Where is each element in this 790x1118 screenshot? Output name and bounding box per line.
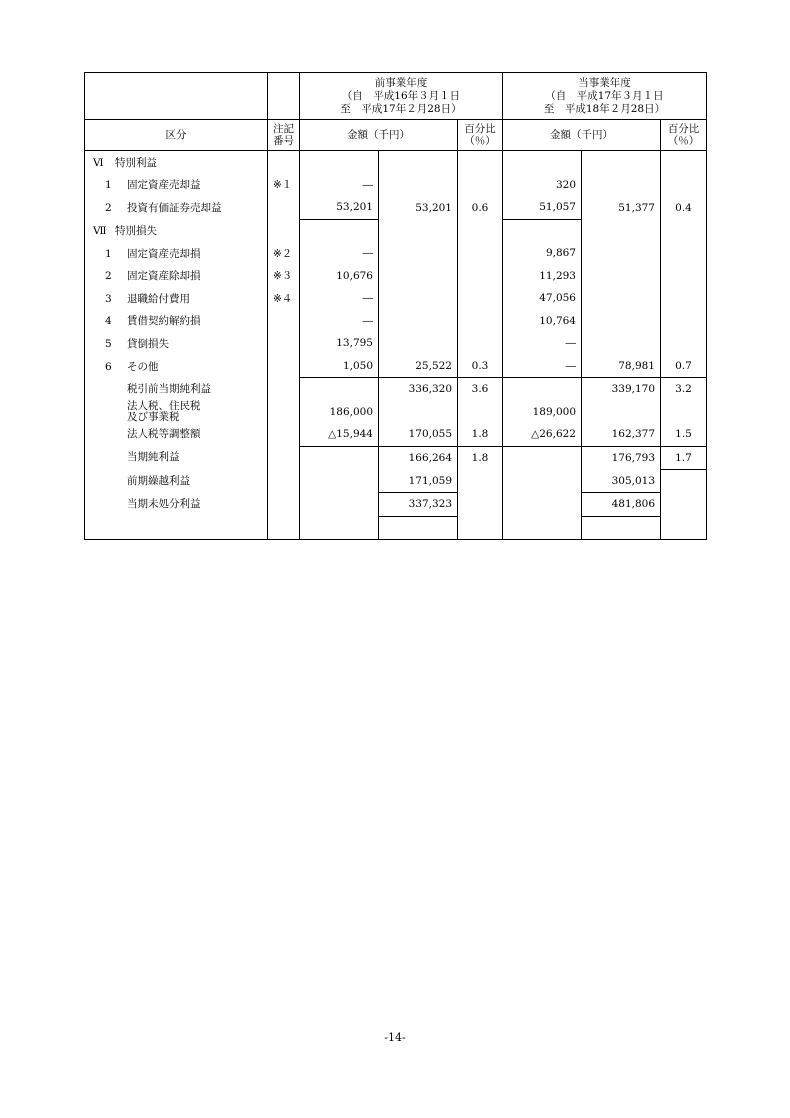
note-cell: ※２ [268,242,300,265]
prev-subtotal-cell [379,287,458,310]
curr-amount-cell: 189,000 [503,401,582,424]
prev-subtotal-cell [379,401,458,424]
prev-subtotal-cell [379,242,458,265]
note-cell [268,196,300,219]
prev-percent-cell [458,332,503,355]
prev-subtotal-cell: 25,522 [379,355,458,378]
curr-amount-header: 金額（千円） [503,120,661,151]
section-label: Ⅵ 特別利益 [85,151,268,174]
prev-percent-cell [458,287,503,310]
curr-amount-cell [503,446,582,470]
curr-amount-cell: ― [503,355,582,378]
prev-amount-cell [300,378,379,401]
prev-amount-cell: 53,201 [300,196,379,219]
note-cell [268,355,300,378]
prev-amount-cell: △15,944 [300,423,379,446]
row-label: 5 貸倒損失 [85,332,268,355]
prev-percent-cell [458,401,503,424]
prev-percent-cell [458,174,503,197]
curr-subtotal-cell [582,287,661,310]
prev-amount-cell: ― [300,310,379,333]
prev-subtotal-cell: 166,264 [379,446,458,470]
table-row [85,174,707,197]
prev-amount-cell [300,470,379,493]
prev-percent-cell [458,493,503,517]
curr-amount-cell: 9,867 [503,242,582,265]
prev-amount-cell: 13,795 [300,332,379,355]
curr-subtotal-cell [582,332,661,355]
curr-subtotal-cell: 305,013 [582,470,661,493]
curr-percent-cell [661,310,707,333]
prev-percent-cell: 0.6 [458,196,503,219]
row-label: 4 賃借契約解約損 [85,310,268,333]
row-label: 1 固定資産売却益 [85,174,268,197]
table-row [85,446,707,470]
prev-percent-cell [458,265,503,288]
prev-subtotal-cell [379,310,458,333]
curr-subtotal-cell [582,265,661,288]
curr-amount-cell: ― [503,332,582,355]
prev-subtotal-cell [379,265,458,288]
row-label: 法人税、住民税 及び事業税 [85,401,268,424]
curr-subtotal-cell: 176,793 [582,446,661,470]
prev-percent-cell [458,242,503,265]
curr-subtotal-cell: 162,377 [582,423,661,446]
curr-percent-cell [661,493,707,517]
note-cell: ※３ [268,265,300,288]
prev-amount-cell: ― [300,287,379,310]
period-header-row [85,73,707,120]
section-row [85,219,707,242]
previous-period-header: 前事業年度 （自 平成16年３月１日 至 平成17年２月28日） [300,73,503,120]
curr-percent-cell: 1.5 [661,423,707,446]
curr-subtotal-cell: 481,806 [582,493,661,517]
column-header-row [85,120,707,151]
section-label: Ⅶ 特別損失 [85,219,268,242]
curr-amount-cell [503,493,582,517]
curr-amount-cell: 11,293 [503,265,582,288]
table-row [85,355,707,378]
current-period-header: 当事業年度 （自 平成17年３月１日 至 平成18年２月28日） [503,73,707,120]
row-label: 2 固定資産除却損 [85,265,268,288]
prev-amount-cell [300,493,379,517]
table-row [85,196,707,219]
prev-amount-cell: 1,050 [300,355,379,378]
curr-amount-cell [503,470,582,493]
prev-percent-cell [458,470,503,493]
page-number: -14- [384,1031,406,1044]
row-label: 2 投資有価証券売却益 [85,196,268,219]
row-label: 1 固定資産売却損 [85,242,268,265]
curr-subtotal-cell [582,310,661,333]
row-label: 税引前当期純利益 [85,378,268,401]
table-row [85,423,707,446]
curr-percent-cell [661,287,707,310]
curr-percent-cell [661,242,707,265]
curr-amount-cell [503,378,582,401]
table-row [85,332,707,355]
table-row [85,401,707,424]
curr-percent-cell: 0.7 [661,355,707,378]
note-number-header: 注記 番号 [268,120,300,151]
prev-subtotal-cell: 170,055 [379,423,458,446]
row-label: 3 退職給付費用 [85,287,268,310]
curr-amount-cell: 320 [503,174,582,197]
prev-amount-cell: ― [300,242,379,265]
note-cell: ※１ [268,174,300,197]
prev-amount-cell: ― [300,174,379,197]
curr-amount-cell: △26,622 [503,423,582,446]
table-row [85,242,707,265]
curr-percent-cell [661,265,707,288]
prev-subtotal-cell [379,332,458,355]
row-label: 前期繰越利益 [85,470,268,493]
prev-amount-header: 金額（千円） [300,120,458,151]
row-label: 6 その他 [85,355,268,378]
prev-amount-cell: 186,000 [300,401,379,424]
prev-subtotal-cell: 336,320 [379,378,458,401]
table-row [85,265,707,288]
prev-percent-header: 百分比 （％） [458,120,503,151]
income-statement-table [84,72,707,540]
curr-amount-cell: 51,057 [503,196,582,219]
prev-percent-cell: 1.8 [458,423,503,446]
curr-percent-cell: 1.7 [661,446,707,470]
prev-percent-cell: 3.6 [458,378,503,401]
curr-percent-cell [661,401,707,424]
prev-percent-cell: 0.3 [458,355,503,378]
table-row [85,378,707,401]
curr-subtotal-cell [582,401,661,424]
prev-subtotal-cell: 53,201 [379,196,458,219]
curr-amount-cell: 47,056 [503,287,582,310]
curr-subtotal-cell: 339,170 [582,378,661,401]
prev-percent-cell [458,310,503,333]
section-row [85,151,707,174]
note-cell [268,332,300,355]
row-label: 法人税等調整額 [85,423,268,446]
prev-amount-cell: 10,676 [300,265,379,288]
curr-subtotal-cell [582,174,661,197]
curr-percent-cell [661,332,707,355]
curr-subtotal-cell: 51,377 [582,196,661,219]
curr-percent-header: 百分比 （％） [661,120,707,151]
curr-amount-cell: 10,764 [503,310,582,333]
row-label: 当期純利益 [85,446,268,470]
table-row [85,470,707,493]
table-row [85,310,707,333]
prev-subtotal-cell [379,174,458,197]
table-row [85,493,707,517]
curr-percent-cell: 3.2 [661,378,707,401]
table-row [85,287,707,310]
prev-subtotal-cell: 171,059 [379,470,458,493]
prev-subtotal-cell: 337,323 [379,493,458,517]
prev-amount-cell [300,446,379,470]
note-cell: ※４ [268,287,300,310]
curr-subtotal-cell: 78,981 [582,355,661,378]
note-cell [268,310,300,333]
table-end-row [85,516,707,540]
curr-percent-cell [661,470,707,493]
curr-subtotal-cell [582,242,661,265]
curr-percent-cell [661,174,707,197]
row-label: 当期未処分利益 [85,493,268,517]
curr-percent-cell: 0.4 [661,196,707,219]
prev-percent-cell: 1.8 [458,446,503,470]
category-header: 区分 [85,120,268,151]
